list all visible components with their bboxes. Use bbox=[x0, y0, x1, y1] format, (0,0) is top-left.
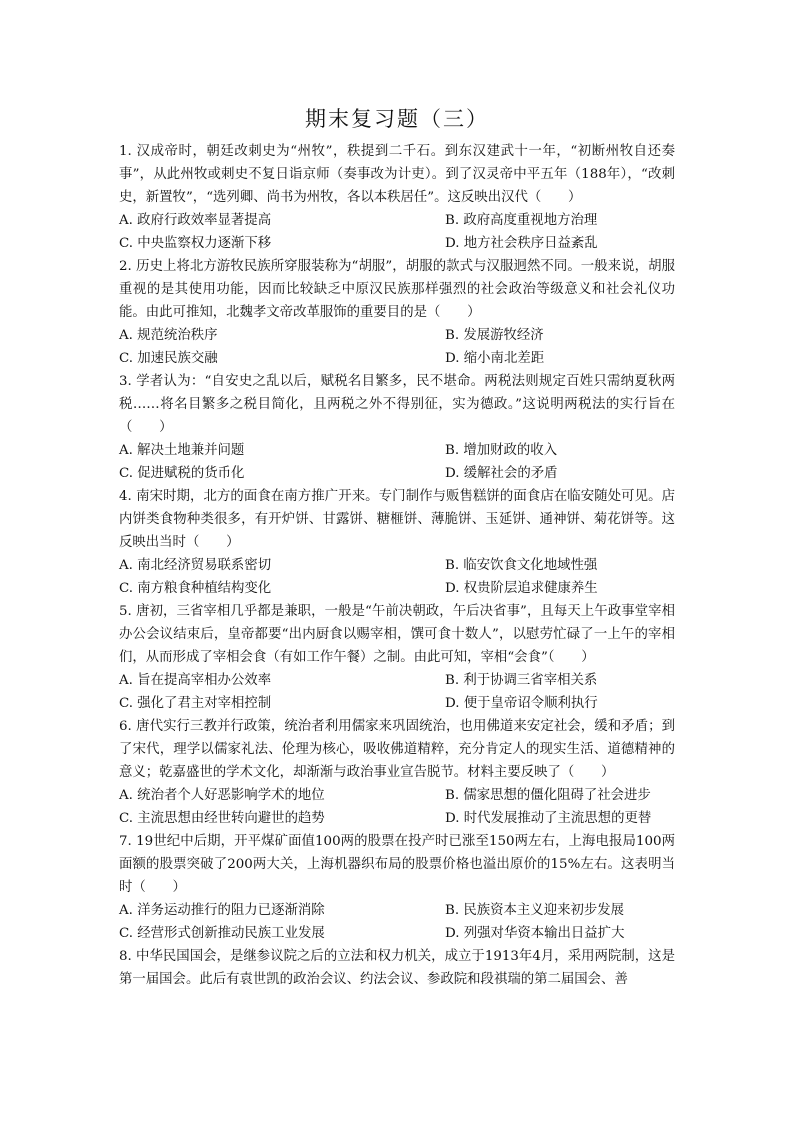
options-grid bbox=[119, 554, 675, 600]
question-stem: 1. 汉成帝时，朝廷改刺史为“州牧”，秩提到二千石。到东汉建武十一年，“初断州牧自还奏事”，从此州牧或刺史不复日诣京师（奏事改为计吏）。到了汉灵帝中平五年（188年），“改刺史，新置牧”，“选列卿、尚书为州牧，各以本秩居任”。这反映出汉代（ ） bbox=[119, 144, 675, 205]
option-c: C. 南方粮食种植结构变化 bbox=[119, 581, 272, 596]
option-c: C. 加速民族交融 bbox=[119, 351, 218, 366]
question-stem: 5. 唐初，三省宰相几乎都是兼职，一般是“午前决朝政，午后决省事”，且每天上午政事堂宰相办公会议结束后，皇帝都要“出内厨食以赐宰相，馔可食十数人”，以慰劳忙碌了一上午的宰相们，从而形成了宰相会食（有如工作午餐）之制。由此可知，宰相“会食”（ ） bbox=[119, 604, 675, 665]
question-item bbox=[119, 715, 675, 830]
option-a: A. 南北经济贸易联系密切 bbox=[119, 558, 272, 573]
option-c: C. 强化了君主对宰相控制 bbox=[119, 696, 272, 711]
option-b: B. 增加财政的收入 bbox=[445, 443, 558, 458]
options-grid bbox=[119, 324, 675, 370]
option-d: D. 地方社会秩序日益紊乱 bbox=[445, 236, 598, 251]
option-d: D. 权贵阶层追求健康养生 bbox=[445, 581, 598, 596]
option-c: C. 主流思想由经世转向避世的趋势 bbox=[119, 811, 325, 826]
option-c: C. 经营形式创新推动民族工业发展 bbox=[119, 926, 325, 941]
question-item bbox=[119, 140, 675, 255]
option-d: D. 列强对华资本输出日益扩大 bbox=[445, 926, 625, 941]
option-c: C. 中央监察权力逐渐下移 bbox=[119, 236, 272, 251]
question-item bbox=[119, 600, 675, 715]
option-a: A. 解决土地兼并问题 bbox=[119, 443, 245, 458]
option-d: D. 便于皇帝诏令顺利执行 bbox=[445, 696, 598, 711]
question-list bbox=[119, 140, 675, 991]
question-item bbox=[119, 255, 675, 370]
question-item bbox=[119, 830, 675, 945]
question-item bbox=[119, 945, 675, 991]
question-stem: 6. 唐代实行三教并行政策，统治者利用儒家来巩固统治，也用佛道来安定社会，缓和矛盾；到了宋代，理学以儒家礼法、伦理为核心，吸收佛道精粹，充分肯定人的现实生活、道德精神的意义；乾嘉盛世的学术文化，却渐渐与政治事业宣告脱节。材料主要反映了（ ） bbox=[119, 719, 675, 780]
option-a: A. 旨在提高宰相办公效率 bbox=[119, 673, 272, 688]
option-b: B. 发展游牧经济 bbox=[445, 328, 544, 343]
option-a: A. 洋务运动推行的阻力已逐渐消除 bbox=[119, 903, 325, 918]
option-d: D. 时代发展推动了主流思想的更替 bbox=[445, 811, 652, 826]
option-c: C. 促进赋税的货币化 bbox=[119, 466, 245, 481]
question-stem: 8. 中华民国国会，是继参议院之后的立法和权力机关，成立于1913年4月，采用两院制，这是第一届国会。此后有袁世凯的政治会议、约法会议、参政院和段祺瑞的第二届国会、善 bbox=[119, 949, 675, 987]
option-d: D. 缩小南北差距 bbox=[445, 351, 545, 366]
option-a: A. 统治者个人好恶影响学术的地位 bbox=[119, 788, 325, 803]
question-item bbox=[119, 370, 675, 485]
option-b: B. 政府高度重视地方治理 bbox=[445, 213, 598, 228]
question-stem: 2. 历史上将北方游牧民族所穿服装称为“胡服”，胡服的款式与汉服迥然不同。一般来说，胡服重视的是其使用功能，因而比较缺乏中原汉民族那样强烈的社会政治等级意义和社会礼仪功能。由此可推知，北魏孝文帝改革服饰的重要目的是（ ） bbox=[119, 259, 675, 320]
option-b: B. 儒家思想的僵化阻碍了社会进步 bbox=[445, 788, 651, 803]
question-stem: 7. 19世纪中后期，开平煤矿面值100两的股票在投产时已涨至150两左右，上海电报局100两面额的股票突破了200两大关，上海机器织布局的股票价格也溢出原价的15%左右。这表明当时（ ） bbox=[119, 834, 675, 895]
page-title: 期末复习题（三） bbox=[305, 107, 489, 131]
question-stem: 3. 学者认为：“自安史之乱以后，赋税名目繁多，民不堪命。两税法则规定百姓只需纳夏秋两税……将名目繁多之税目简化，且两税之外不得别征，实为德政。”这说明两税法的实行旨在（ ） bbox=[119, 374, 675, 435]
options-grid bbox=[119, 899, 675, 945]
option-b: B. 临安饮食文化地域性强 bbox=[445, 558, 598, 573]
option-b: B. 利于协调三省宰相关系 bbox=[445, 673, 598, 688]
option-b: B. 民族资本主义迎来初步发展 bbox=[445, 903, 625, 918]
options-grid bbox=[119, 669, 675, 715]
options-grid bbox=[119, 439, 675, 485]
question-item bbox=[119, 485, 675, 600]
option-d: D. 缓解社会的矛盾 bbox=[445, 466, 558, 481]
question-stem: 4. 南宋时期，北方的面食在南方推广开来。专门制作与贩售糕饼的面食店在临安随处可见。店内饼类食物种类很多，有开炉饼、甘露饼、糖榧饼、薄脆饼、玉延饼、通神饼、菊花饼等。这反映出当时（ ） bbox=[119, 489, 675, 550]
option-a: A. 政府行政效率显著提高 bbox=[119, 213, 272, 228]
option-a: A. 规范统治秩序 bbox=[119, 328, 218, 343]
options-grid bbox=[119, 209, 675, 255]
options-grid bbox=[119, 784, 675, 830]
